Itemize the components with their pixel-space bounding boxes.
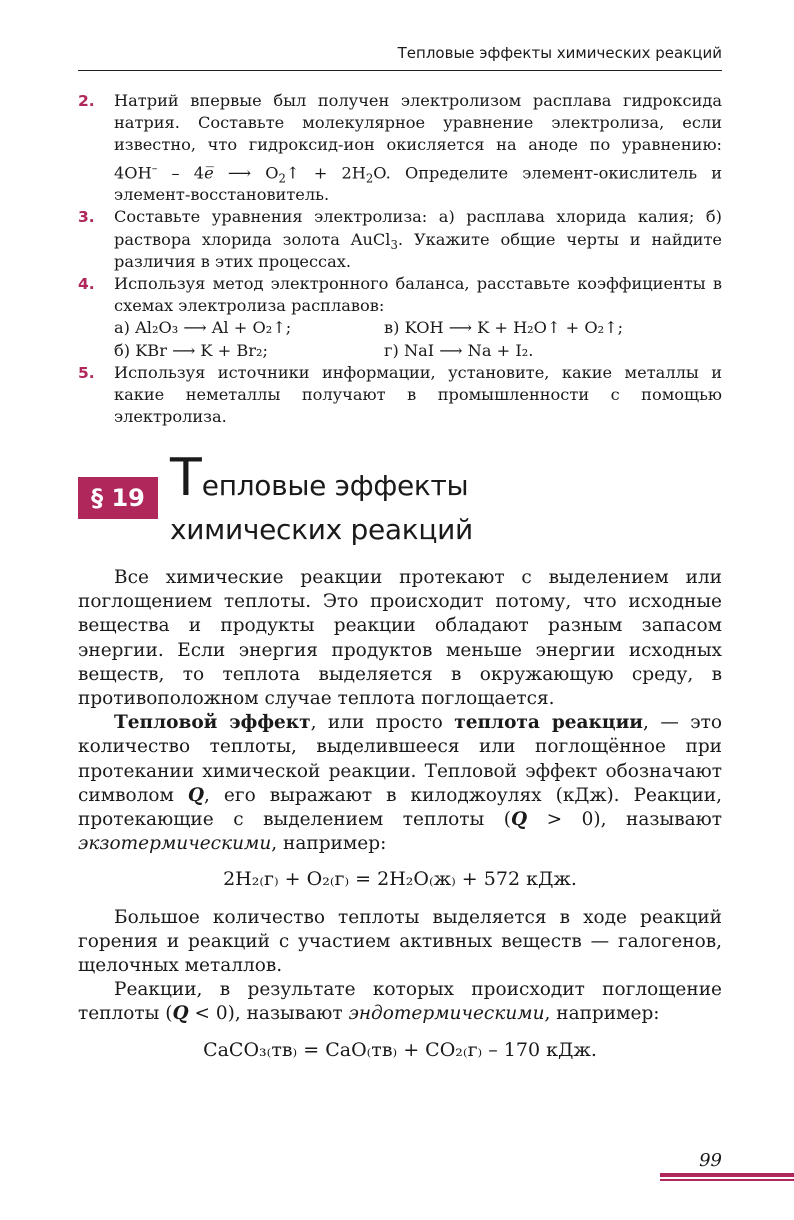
- title-initial: Т: [170, 448, 202, 508]
- title-line-1: епловые эффекты: [201, 469, 469, 502]
- paragraph-2: Тепловой эффект, или просто теплота реакции, — это количество теплоты, выделившееся или поглощённое при протекании химической реакции. Тепловой эффект обозначают символом Q, его выражают в килоджоулях (кДж). Реакции, протекающие с выделением теплоты (Q > 0), называют экзотермическими, например:: [78, 712, 722, 855]
- paragraph-4: Реакции, в результате которых происходит поглощение теплоты (Q < 0), называют эндотермическими, например:: [78, 979, 722, 1025]
- formula-endothermic: CaCO₃₍тв₎ = CaO₍тв₎ + CO₂₍г₎ – 170 кДж.: [203, 1038, 597, 1061]
- exercise-3: [78, 206, 722, 273]
- exercise-number: 2.: [78, 92, 95, 110]
- header-rule: [78, 70, 722, 71]
- exercise-number: 3.: [78, 208, 95, 227]
- equation-g: г) NaI ⟶ Na + I₂.: [384, 340, 534, 360]
- footer-rule: [660, 1173, 794, 1177]
- section-title: [170, 448, 473, 550]
- footer-rule-thin: [660, 1179, 794, 1181]
- section-badge: § 19: [78, 477, 158, 519]
- formula-exothermic: 2H₂₍г₎ + O₂₍г₎ = 2H₂O₍ж₎ + 572 кДж.: [223, 868, 577, 891]
- exercise-text: Используя метод электронного баланса, расставьте коэффициенты в схемах электролиза расплавов:: [114, 274, 722, 316]
- exercise-4: [78, 273, 722, 362]
- exercise-text: Составьте уравнения электролиза: а) расплава хлорида калия; б) раствора хлорида золота AuCl$_3$. Укажите общие черты и найдите различия в этих процессах.: [114, 207, 722, 271]
- exercise-number: 5.: [78, 363, 95, 382]
- exercise-number: 4.: [78, 275, 95, 294]
- paragraph-3: Большое количество теплоты выделяется в ходе реакций горения и реакций с участием активных веществ — галогенов, щелочных металлов.: [78, 906, 722, 977]
- running-header: Тепловые эффекты химических реакций: [397, 44, 722, 62]
- page-number: 99: [699, 1150, 722, 1171]
- section-body: [78, 566, 722, 1076]
- exercise-5: [78, 362, 722, 429]
- paragraph-1: Все химические реакции протекают с выделением или поглощением теплоты. Это происходит потому, что исходные вещества и продукты реакции обладают разным запасом энергии. Если энергия продуктов меньше энергии исходных веществ, то теплота выделяется в окружающую среду, в противоположном случае теплота поглощается.: [78, 567, 722, 710]
- equation-v: в) KOH ⟶ K + H₂O↑ + O₂↑;: [384, 318, 624, 338]
- title-line-2: химических реакций: [170, 513, 473, 546]
- equation-grid: [114, 317, 722, 361]
- exercise-2: [78, 90, 722, 206]
- exercise-text: Натрий впервые был получен электролизом расплава гидроксида натрия. Составьте молекулярное уравнение электролиза, если известно, что гидроксид-ион окисляется на аноде по уравнению: 4OH– – 4e̅ ⟶ $O_2↑ + 2H_2O$. Определите элемент-окислитель и элемент-восстановитель.: [114, 91, 722, 205]
- equation-b: б) KBr ⟶ K + Br₂;: [114, 340, 268, 360]
- exercise-list: [78, 90, 722, 428]
- exercise-text: Используя источники информации, установите, какие металлы и какие неметаллы получают в промышленности с помощью электролиза.: [114, 362, 722, 427]
- equation-a: а) Al₂O₃ ⟶ Al + O₂↑;: [114, 318, 292, 338]
